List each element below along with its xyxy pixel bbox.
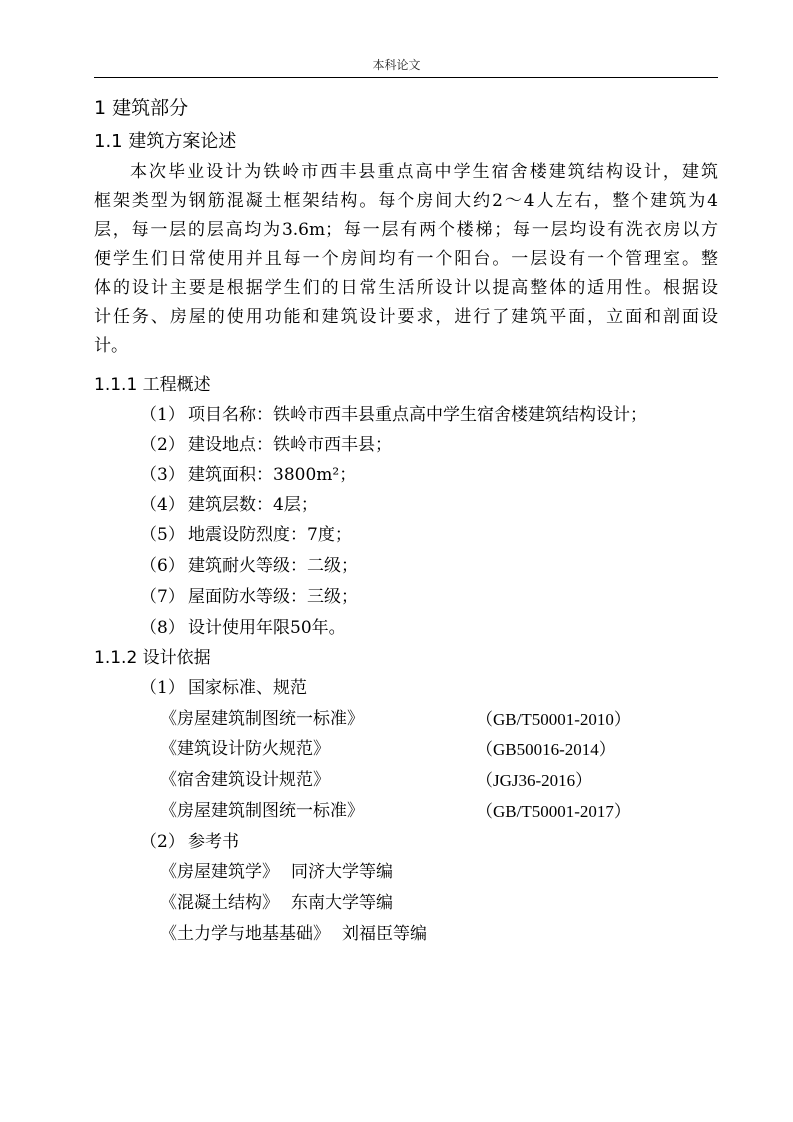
heading-section-1-1: 1.1 建筑方案论述 [94,131,237,152]
list-item: （6） 建筑耐火等级：二级； [140,556,358,576]
list-item: （8） 设计使用年限50年。 [140,618,346,638]
standard-name: 《房屋建筑制图统一标准》 [160,801,364,821]
list-item: （2） 建设地点：铁岭市西丰县； [140,435,392,455]
standard-code: （GB/T50001-2017） [476,802,631,821]
paragraph-line: 计。 [94,336,128,356]
paragraph-line: 便学生们日常使用并且每一个房间均有一个阳台。一层设有一个管理室。整 [94,249,718,269]
page-header-title: 本科论文 [372,58,421,72]
standard-code: （GB50016-2014） [476,740,616,759]
list-item: （7） 屋面防水等级：三级； [140,587,358,607]
reference-book: 《混凝土结构》 东南大学等编 [160,893,393,913]
standard-code: （GB/T50001-2010） [476,710,631,729]
paragraph-line: 计任务、房屋的使用功能和建筑设计要求，进行了建筑平面，立面和剖面设 [94,307,718,327]
heading-section-1-1-1: 1.1.1 工程概述 [94,375,211,395]
standard-code: （JGJ36-2016） [476,771,593,790]
reference-book: 《房屋建筑学》 同济大学等编 [160,862,393,882]
standard-name: 《宿舍建筑设计规范》 [160,770,330,790]
design-description-paragraph [94,158,718,361]
list-item: （4） 建筑层数：4层； [140,495,318,515]
list-item: （5） 地震设防烈度：7度； [140,525,352,545]
list-item: （1） 项目名称：铁岭市西丰县重点高中学生宿舍楼建筑结构设计； [140,405,647,425]
heading-section-1-1-2: 1.1.2 设计依据 [94,648,211,668]
header-divider [94,77,718,78]
reference-group-title: （2） 参考书 [140,832,239,852]
list-item: （3） 建筑面积：3800m²； [140,465,357,485]
standard-name: 《建筑设计防火规范》 [160,739,330,759]
paragraph-line: 体的设计主要是根据学生们的日常生活所设计以提高整体的适用性。根据设 [94,278,718,298]
paragraph-line: 本次毕业设计为铁岭市西丰县重点高中学生宿舍楼建筑结构设计，建筑 [130,162,718,182]
heading-section-1: 1 建筑部分 [94,97,189,119]
paragraph-line: 框架类型为钢筋混凝土框架结构。每个房间大约2～4人左右，整个建筑为4 [94,191,718,211]
reference-book: 《土力学与地基基础》 刘福臣等编 [160,924,427,944]
reference-group-title: （1） 国家标准、规范 [140,678,307,698]
paragraph-line: 层，每一层的层高均为3.6m；每一层有两个楼梯；每一层均设有洗衣房以方 [94,220,718,240]
standard-name: 《房屋建筑制图统一标准》 [160,709,364,729]
